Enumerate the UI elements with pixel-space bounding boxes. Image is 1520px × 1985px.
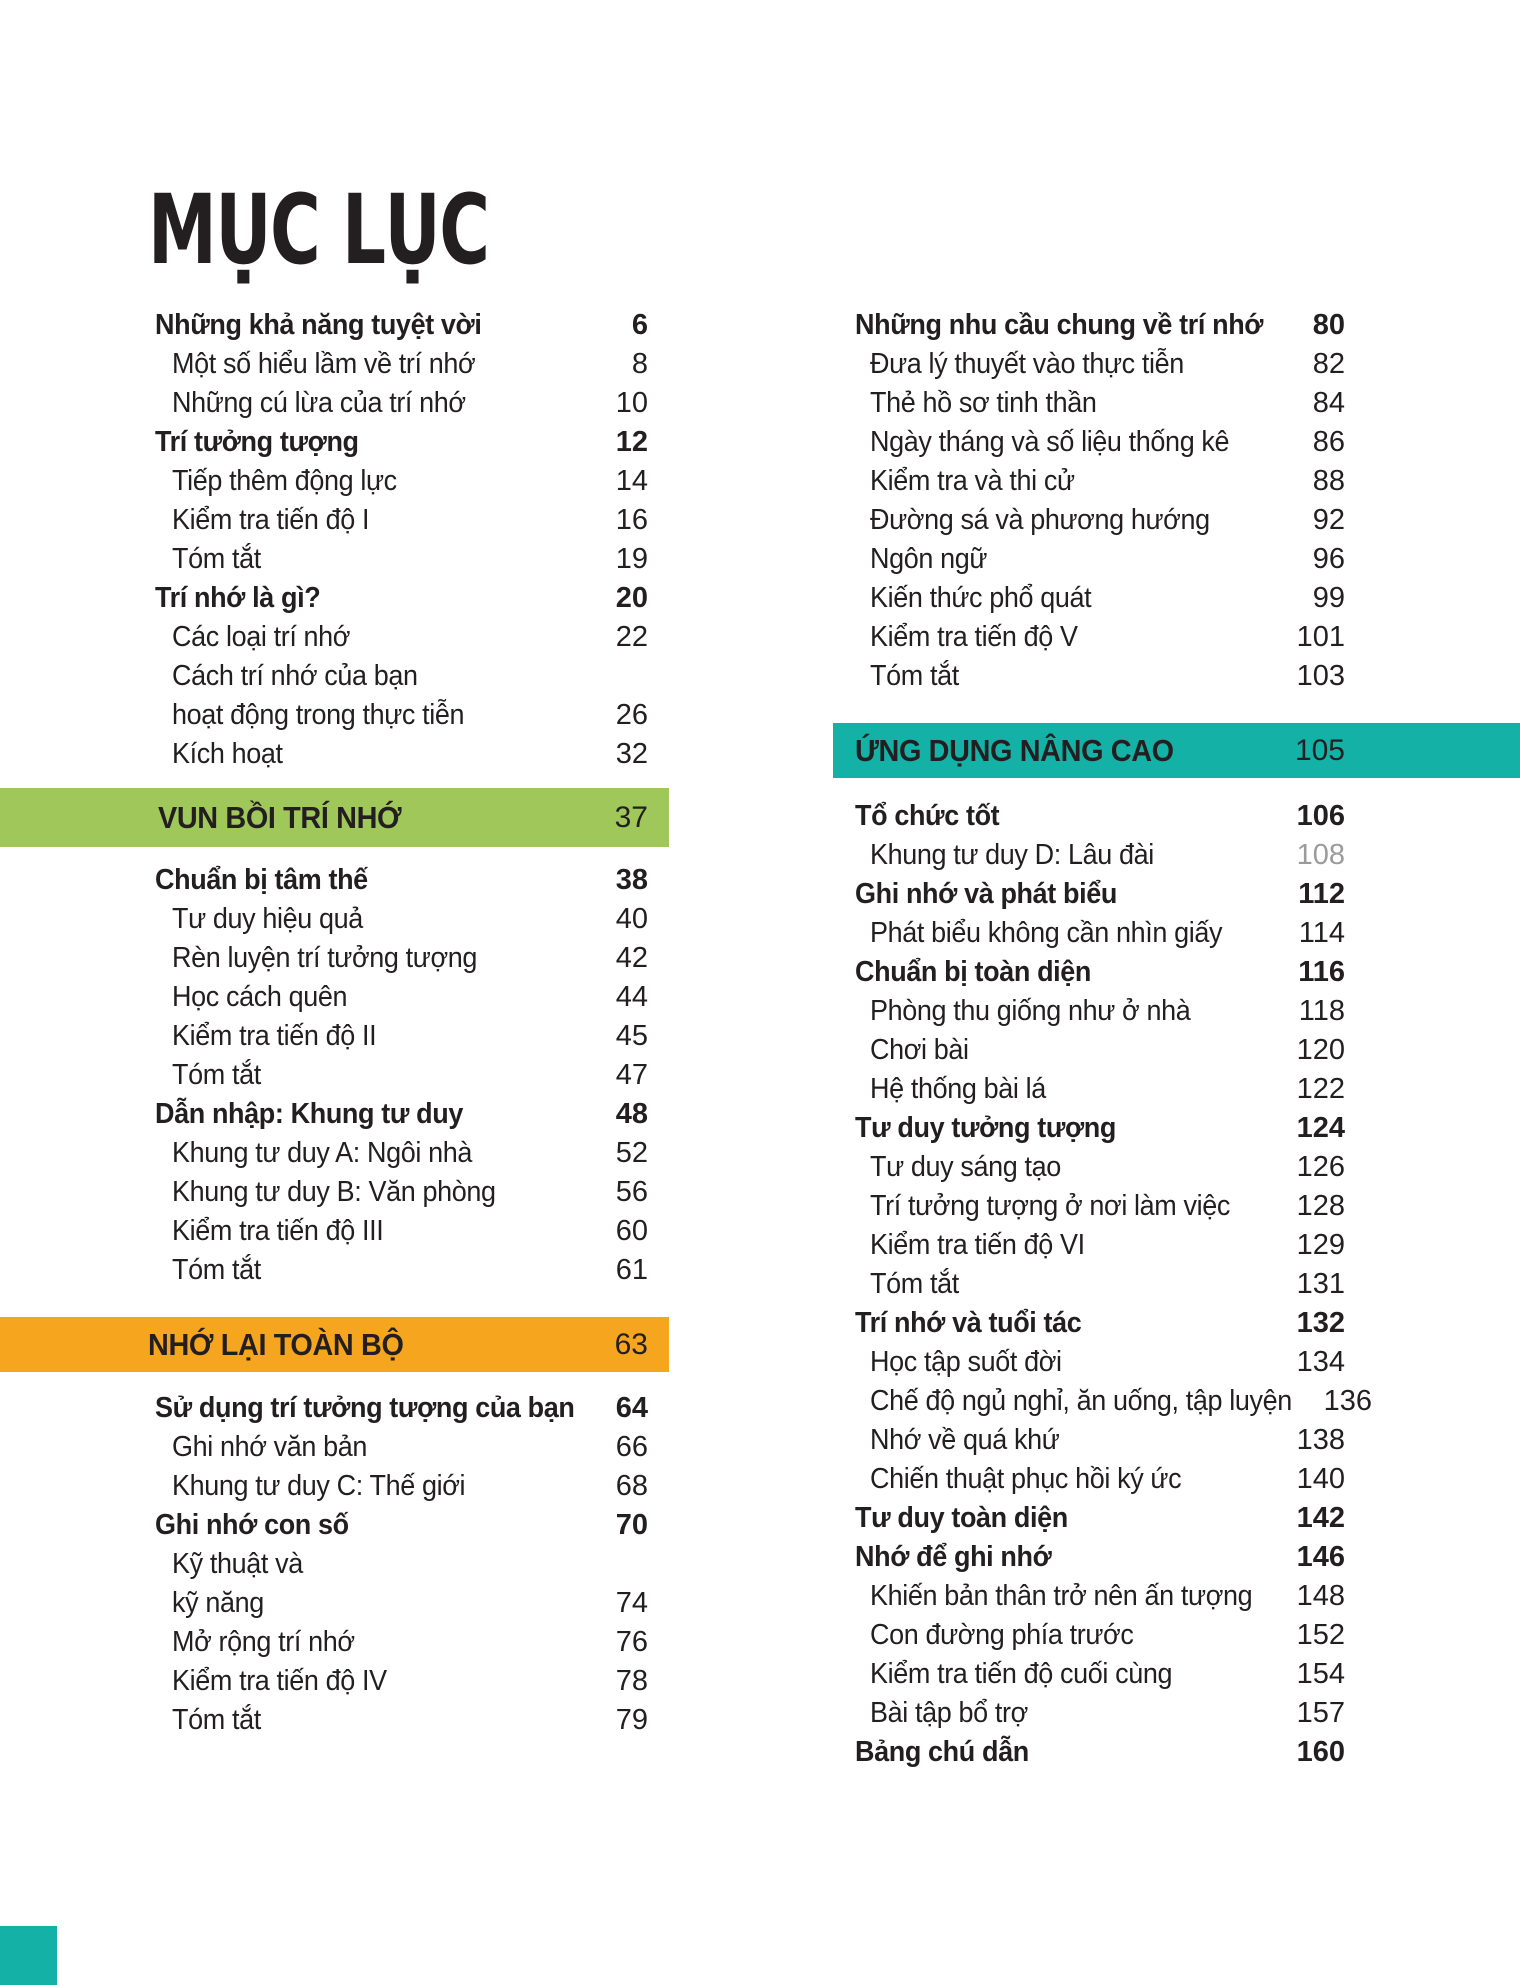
toc-entry-label: Trí nhớ và tuổi tác (855, 1307, 1082, 1339)
toc-entry-label: Đường sá và phương hướng (870, 504, 1210, 536)
toc-row (0, 579, 669, 618)
toc-entry-label: Chơi bài (870, 1034, 969, 1066)
toc-entry-page: 134 (1296, 1346, 1345, 1378)
toc-entry-page: 44 (615, 981, 648, 1013)
toc-row (0, 1584, 669, 1623)
toc-entry-page: 112 (1298, 878, 1345, 910)
toc-row (833, 1265, 1520, 1304)
toc-row (833, 1460, 1520, 1499)
toc-entry-page: 64 (615, 1392, 648, 1424)
toc-entry-page: 106 (1296, 800, 1345, 832)
toc-entry-page: 128 (1296, 1190, 1345, 1222)
toc-row (0, 1428, 669, 1467)
toc-entry-label: Tư duy hiệu quả (172, 903, 363, 935)
toc-row (833, 1343, 1520, 1382)
section-bar-page: 37 (614, 800, 648, 834)
toc-entry-label: Kiến thức phổ quát (870, 582, 1092, 614)
toc-entry-label: Nhớ về quá khứ (870, 1424, 1060, 1456)
toc-entry-page: 48 (615, 1098, 648, 1130)
toc-row (833, 1070, 1520, 1109)
toc-entry-label: Phòng thu giống như ở nhà (870, 995, 1191, 1027)
section-bar-label: VUN BỒI TRÍ NHỚ (158, 799, 402, 835)
toc-entry-page: 74 (615, 1587, 648, 1619)
toc-entry-label: Tóm tắt (172, 543, 261, 575)
toc-entry-page: 86 (1312, 426, 1345, 458)
toc-row (833, 1226, 1520, 1265)
toc-entry-page: 47 (615, 1059, 648, 1091)
toc-left-group-1 (0, 306, 669, 774)
toc-entry-page: 76 (615, 1626, 648, 1658)
toc-entry-page: 146 (1296, 1541, 1345, 1573)
toc-row (0, 345, 669, 384)
toc-entry-label: Khung tư duy B: Văn phòng (172, 1176, 496, 1208)
toc-entry-label: kỹ năng (172, 1587, 264, 1619)
toc-entry-label: Kiểm tra tiến độ IV (172, 1665, 387, 1697)
toc-entry-label: Chuẩn bị tâm thế (155, 864, 368, 896)
toc-row (833, 914, 1520, 953)
toc-entry-page: 38 (615, 864, 648, 896)
toc-entry-label: Tư duy toàn diện (855, 1502, 1068, 1534)
toc-row (0, 501, 669, 540)
toc-row (0, 1056, 669, 1095)
toc-entry-page: 160 (1296, 1736, 1345, 1768)
toc-entry-label: Ghi nhớ văn bản (172, 1431, 368, 1463)
toc-entry-page: 140 (1296, 1463, 1345, 1495)
toc-row (833, 1616, 1520, 1655)
toc-entry-label: Một số hiểu lầm về trí nhớ (172, 348, 476, 380)
toc-row (0, 1212, 669, 1251)
toc-row (0, 1017, 669, 1056)
toc-entry-label: Cách trí nhớ của bạn (172, 660, 418, 692)
toc-entry-page: 40 (615, 903, 648, 935)
toc-entry-page: 101 (1296, 621, 1345, 653)
section-bar-vun-boi-tri-nho (0, 788, 669, 847)
toc-entry-page: 122 (1296, 1073, 1345, 1105)
toc-entry-label: Kích hoạt (172, 738, 283, 770)
toc-entry-page: 154 (1296, 1658, 1345, 1690)
toc-row (0, 384, 669, 423)
toc-entry-page: 108 (1296, 839, 1345, 871)
toc-entry-page: 99 (1312, 582, 1345, 614)
toc-entry-page: 126 (1296, 1151, 1345, 1183)
toc-entry-page: 6 (631, 309, 648, 341)
toc-entry-page: 8 (631, 348, 648, 380)
toc-entry-label: Trí tưởng tượng (155, 426, 359, 458)
toc-entry-label: Thẻ hồ sơ tinh thần (870, 387, 1097, 419)
toc-entry-label: Kiểm tra tiến độ I (172, 504, 370, 536)
toc-entry-label: Chuẩn bị toàn diện (855, 956, 1092, 988)
toc-row (0, 540, 669, 579)
corner-accent-square (0, 1926, 57, 1985)
toc-row (0, 1623, 669, 1662)
toc-row (0, 423, 669, 462)
toc-row (833, 306, 1520, 345)
toc-entry-label: Mở rộng trí nhớ (172, 1626, 355, 1658)
toc-row (0, 462, 669, 501)
toc-right-group-2 (833, 797, 1520, 1772)
toc-row (0, 1134, 669, 1173)
toc-entry-page: 42 (615, 942, 648, 974)
toc-row (833, 462, 1520, 501)
toc-row (0, 900, 669, 939)
section-bar-page: 63 (614, 1327, 648, 1361)
toc-entry-label: Kiểm tra và thi cử (870, 465, 1075, 497)
toc-entry-label: Đưa lý thuyết vào thực tiễn (870, 348, 1184, 380)
toc-entry-label: Các loại trí nhớ (172, 621, 351, 653)
toc-row (833, 423, 1520, 462)
toc-entry-page: 70 (615, 1509, 648, 1541)
toc-entry-label: Khung tư duy A: Ngôi nhà (172, 1137, 473, 1169)
toc-entry-label: Tổ chức tốt (855, 800, 1000, 832)
toc-row (0, 1506, 669, 1545)
toc-entry-page: 78 (615, 1665, 648, 1697)
toc-entry-label: Kiểm tra tiến độ II (172, 1020, 377, 1052)
toc-row (0, 657, 669, 696)
toc-row (0, 1701, 669, 1740)
toc-row (833, 836, 1520, 875)
toc-entry-page: 92 (1312, 504, 1345, 536)
toc-entry-label: Học cách quên (172, 981, 348, 1013)
toc-entry-page: 52 (615, 1137, 648, 1169)
section-bar-ung-dung-nang-cao (833, 723, 1520, 778)
toc-entry-label: Dẫn nhập: Khung tư duy (155, 1098, 463, 1130)
toc-row (833, 1109, 1520, 1148)
toc-entry-page: 20 (615, 582, 648, 614)
toc-row (0, 939, 669, 978)
toc-entry-page: 138 (1296, 1424, 1345, 1456)
toc-entry-page: 120 (1296, 1034, 1345, 1066)
toc-entry-label: Tóm tắt (172, 1704, 261, 1736)
toc-entry-page: 22 (615, 621, 648, 653)
toc-entry-label: Kiểm tra tiến độ V (870, 621, 1078, 653)
toc-row (833, 1148, 1520, 1187)
toc-entry-label: hoạt động trong thực tiễn (172, 699, 465, 731)
toc-left-group-3 (0, 1389, 669, 1740)
toc-entry-label: Nhớ để ghi nhớ (855, 1541, 1052, 1573)
toc-row (0, 1251, 669, 1290)
page-title: MỤC LỤC (148, 174, 489, 287)
toc-entry-page: 142 (1296, 1502, 1345, 1534)
toc-entry-label: Khung tư duy C: Thế giới (172, 1470, 466, 1502)
toc-left-group-2 (0, 861, 669, 1290)
toc-entry-page: 148 (1296, 1580, 1345, 1612)
toc-row (833, 875, 1520, 914)
toc-entry-page: 131 (1296, 1268, 1345, 1300)
toc-entry-page: 60 (615, 1215, 648, 1247)
toc-row (0, 978, 669, 1017)
toc-entry-page: 56 (615, 1176, 648, 1208)
toc-row (0, 1467, 669, 1506)
toc-row (833, 540, 1520, 579)
toc-entry-label: Tư duy sáng tạo (870, 1151, 1061, 1183)
toc-row (833, 501, 1520, 540)
toc-entry-page: 124 (1296, 1112, 1345, 1144)
toc-entry-page: 19 (615, 543, 648, 575)
toc-entry-label: Tiếp thêm động lực (172, 465, 397, 497)
toc-entry-label: Ghi nhớ và phát biểu (855, 878, 1117, 910)
toc-row (0, 1662, 669, 1701)
toc-entry-label: Kiểm tra tiến độ VI (870, 1229, 1085, 1261)
toc-entry-page: 88 (1312, 465, 1345, 497)
toc-row (0, 861, 669, 900)
toc-entry-page: 132 (1296, 1307, 1345, 1339)
toc-entry-label: Khung tư duy D: Lâu đài (870, 839, 1154, 871)
toc-row (0, 1173, 669, 1212)
toc-row (0, 696, 669, 735)
toc-row (833, 1031, 1520, 1070)
toc-row (833, 657, 1520, 696)
toc-entry-page: 16 (615, 504, 648, 536)
toc-entry-label: Kỹ thuật và (172, 1548, 303, 1580)
toc-row (833, 618, 1520, 657)
toc-entry-page: 61 (615, 1254, 648, 1286)
toc-entry-label: Hệ thống bài lá (870, 1073, 1046, 1105)
toc-entry-label: Những cú lừa của trí nhớ (172, 387, 466, 419)
section-bar-label: NHỚ LẠI TOÀN BỘ (148, 1326, 404, 1362)
toc-row (833, 579, 1520, 618)
toc-row (0, 618, 669, 657)
toc-row (833, 953, 1520, 992)
section-bar-label: ỨNG DỤNG NÂNG CAO (855, 732, 1174, 768)
section-bar-page: 105 (1294, 733, 1345, 767)
toc-entry-page: 129 (1296, 1229, 1345, 1261)
toc-entry-page: 116 (1298, 956, 1345, 988)
toc-entry-label: Tóm tắt (172, 1254, 261, 1286)
toc-row (0, 735, 669, 774)
toc-entry-page: 32 (615, 738, 648, 770)
toc-entry-page: 26 (615, 699, 648, 731)
toc-row (833, 1304, 1520, 1343)
toc-entry-label: Những nhu cầu chung về trí nhớ (855, 309, 1264, 341)
toc-row (833, 1694, 1520, 1733)
toc-row (833, 1577, 1520, 1616)
toc-entry-page: 157 (1296, 1697, 1345, 1729)
toc-row (833, 797, 1520, 836)
toc-entry-page: 82 (1312, 348, 1345, 380)
toc-row (0, 1095, 669, 1134)
toc-entry-label: Chế độ ngủ nghỉ, ăn uống, tập luyện (870, 1385, 1292, 1417)
toc-row (833, 1538, 1520, 1577)
toc-entry-label: Con đường phía trước (870, 1619, 1134, 1651)
toc-entry-page: 152 (1296, 1619, 1345, 1651)
toc-entry-page: 66 (615, 1431, 648, 1463)
toc-row (833, 992, 1520, 1031)
toc-entry-label: Trí tưởng tượng ở nơi làm việc (870, 1190, 1230, 1222)
toc-entry-label: Những khả năng tuyệt vời (155, 309, 482, 341)
toc-entry-label: Tư duy tưởng tượng (855, 1112, 1117, 1144)
toc-row (833, 1382, 1520, 1421)
toc-entry-page: 136 (1323, 1385, 1372, 1417)
toc-row (0, 1389, 669, 1428)
toc-row (0, 1545, 669, 1584)
toc-entry-page: 84 (1312, 387, 1345, 419)
toc-entry-page: 96 (1312, 543, 1345, 575)
toc-entry-label: Bảng chú dẫn (855, 1736, 1029, 1768)
toc-entry-label: Rèn luyện trí tưởng tượng (172, 942, 478, 974)
toc-entry-page: 80 (1312, 309, 1345, 341)
toc-row (833, 1187, 1520, 1226)
toc-entry-page: 68 (615, 1470, 648, 1502)
toc-entry-label: Khiến bản thân trở nên ấn tượng (870, 1580, 1253, 1612)
toc-entry-label: Chiến thuật phục hồi ký ức (870, 1463, 1182, 1495)
toc-entry-page: 14 (615, 465, 648, 497)
toc-entry-label: Ngày tháng và số liệu thống kê (870, 426, 1230, 458)
toc-entry-page: 114 (1298, 917, 1345, 949)
toc-entry-label: Kiểm tra tiến độ cuối cùng (870, 1658, 1173, 1690)
toc-entry-label: Kiểm tra tiến độ III (172, 1215, 384, 1247)
toc-entry-label: Tóm tắt (870, 660, 959, 692)
section-bar-nho-lai-toan-bo (0, 1317, 669, 1372)
toc-entry-label: Sử dụng trí tưởng tượng của bạn (155, 1392, 575, 1424)
toc-entry-label: Tóm tắt (172, 1059, 261, 1091)
toc-row (0, 306, 669, 345)
toc-entry-label: Ngôn ngữ (870, 543, 988, 575)
toc-row (833, 1499, 1520, 1538)
toc-entry-label: Ghi nhớ con số (155, 1509, 349, 1541)
toc-row (833, 345, 1520, 384)
toc-entry-page: 10 (615, 387, 648, 419)
toc-entry-page: 118 (1298, 995, 1345, 1027)
toc-row (833, 384, 1520, 423)
toc-entry-label: Trí nhớ là gì? (155, 582, 321, 614)
toc-entry-page: 79 (615, 1704, 648, 1736)
toc-entry-page: 12 (615, 426, 648, 458)
toc-entry-label: Học tập suốt đời (870, 1346, 1062, 1378)
toc-entry-page: 45 (615, 1020, 648, 1052)
toc-row (833, 1655, 1520, 1694)
toc-entry-page: 103 (1296, 660, 1345, 692)
toc-entry-label: Bài tập bổ trợ (870, 1697, 1028, 1729)
toc-entry-label: Phát biểu không cần nhìn giấy (870, 917, 1223, 949)
toc-entry-label: Tóm tắt (870, 1268, 959, 1300)
toc-row (833, 1733, 1520, 1772)
toc-right-group-1 (833, 306, 1520, 696)
toc-row (833, 1421, 1520, 1460)
